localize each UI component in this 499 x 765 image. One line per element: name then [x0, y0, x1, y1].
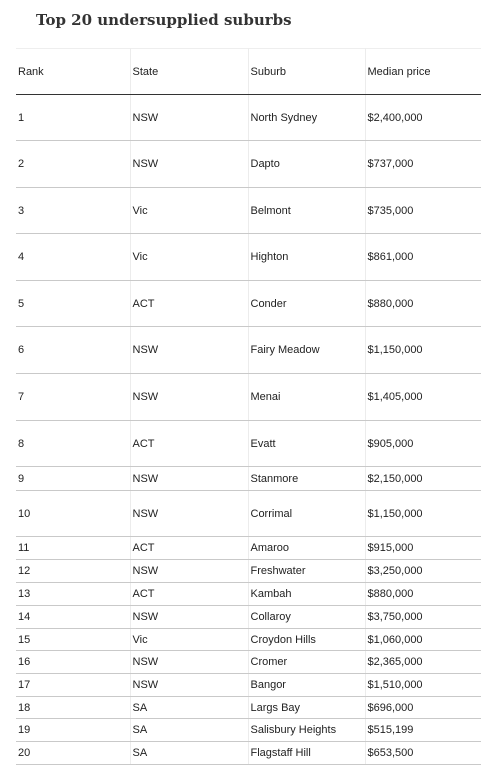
cell-suburb: Dapto	[248, 141, 365, 188]
cell-rank: 8	[16, 421, 130, 467]
cell-rank: 2	[16, 141, 130, 188]
cell-suburb: Bangor	[248, 674, 365, 697]
cell-suburb: Flagstaff Hill	[248, 742, 365, 765]
header-rank: Rank	[16, 49, 130, 95]
cell-state: Vic	[130, 629, 248, 651]
cell-median-price: $915,000	[365, 537, 481, 560]
cell-rank: 14	[16, 606, 130, 629]
table-row	[16, 629, 481, 651]
cell-suburb: Evatt	[248, 421, 365, 467]
cell-suburb: North Sydney	[248, 95, 365, 141]
table-row	[16, 327, 481, 374]
table-row	[16, 560, 481, 583]
cell-median-price: $1,150,000	[365, 491, 481, 537]
cell-state: NSW	[130, 95, 248, 141]
cell-suburb: Largs Bay	[248, 697, 365, 719]
cell-state: SA	[130, 719, 248, 742]
cell-state: ACT	[130, 281, 248, 327]
cell-median-price: $2,400,000	[365, 95, 481, 141]
cell-median-price: $2,365,000	[365, 651, 481, 674]
cell-median-price: $3,250,000	[365, 560, 481, 583]
cell-state: Vic	[130, 234, 248, 281]
cell-state: NSW	[130, 674, 248, 697]
table-row	[16, 95, 481, 141]
suburbs-table	[16, 48, 481, 765]
cell-suburb: Croydon Hills	[248, 629, 365, 651]
cell-median-price: $1,150,000	[365, 327, 481, 374]
cell-state: ACT	[130, 583, 248, 606]
cell-median-price: $2,150,000	[365, 467, 481, 491]
cell-median-price: $515,199	[365, 719, 481, 742]
cell-median-price: $696,000	[365, 697, 481, 719]
cell-median-price: $880,000	[365, 281, 481, 327]
cell-rank: 5	[16, 281, 130, 327]
cell-state: Vic	[130, 188, 248, 234]
table-body	[16, 95, 481, 765]
table-row	[16, 188, 481, 234]
cell-suburb: Cromer	[248, 651, 365, 674]
header-suburb: Suburb	[248, 49, 365, 95]
cell-suburb: Belmont	[248, 188, 365, 234]
table-header-row	[16, 49, 481, 95]
cell-rank: 11	[16, 537, 130, 560]
cell-median-price: $735,000	[365, 188, 481, 234]
cell-suburb: Freshwater	[248, 560, 365, 583]
table-row	[16, 583, 481, 606]
cell-suburb: Highton	[248, 234, 365, 281]
cell-rank: 19	[16, 719, 130, 742]
cell-state: SA	[130, 697, 248, 719]
table-row	[16, 606, 481, 629]
cell-rank: 12	[16, 560, 130, 583]
cell-rank: 9	[16, 467, 130, 491]
table-row	[16, 421, 481, 467]
cell-suburb: Kambah	[248, 583, 365, 606]
cell-median-price: $1,405,000	[365, 374, 481, 421]
cell-median-price: $905,000	[365, 421, 481, 467]
cell-state: NSW	[130, 467, 248, 491]
cell-suburb: Salisbury Heights	[248, 719, 365, 742]
cell-state: NSW	[130, 606, 248, 629]
cell-median-price: $3,750,000	[365, 606, 481, 629]
header-median-price: Median price	[365, 49, 481, 95]
cell-rank: 4	[16, 234, 130, 281]
cell-state: NSW	[130, 560, 248, 583]
cell-suburb: Fairy Meadow	[248, 327, 365, 374]
cell-rank: 3	[16, 188, 130, 234]
cell-rank: 7	[16, 374, 130, 421]
table-row	[16, 281, 481, 327]
cell-state: NSW	[130, 651, 248, 674]
cell-median-price: $861,000	[365, 234, 481, 281]
cell-rank: 1	[16, 95, 130, 141]
cell-rank: 13	[16, 583, 130, 606]
cell-rank: 18	[16, 697, 130, 719]
cell-rank: 17	[16, 674, 130, 697]
table-row	[16, 374, 481, 421]
cell-median-price: $880,000	[365, 583, 481, 606]
cell-rank: 10	[16, 491, 130, 537]
cell-median-price: $1,060,000	[365, 629, 481, 651]
table-row	[16, 742, 481, 765]
cell-suburb: Stanmore	[248, 467, 365, 491]
cell-state: ACT	[130, 421, 248, 467]
table-row	[16, 697, 481, 719]
cell-median-price: $653,500	[365, 742, 481, 765]
cell-rank: 15	[16, 629, 130, 651]
cell-suburb: Collaroy	[248, 606, 365, 629]
page-title: Top 20 undersupplied suburbs	[36, 11, 292, 29]
table-row	[16, 467, 481, 491]
table-row	[16, 141, 481, 188]
cell-suburb: Menai	[248, 374, 365, 421]
header-state: State	[130, 49, 248, 95]
cell-median-price: $737,000	[365, 141, 481, 188]
cell-state: NSW	[130, 374, 248, 421]
cell-state: ACT	[130, 537, 248, 560]
table-row	[16, 719, 481, 742]
cell-state: SA	[130, 742, 248, 765]
cell-rank: 20	[16, 742, 130, 765]
cell-suburb: Amaroo	[248, 537, 365, 560]
cell-rank: 16	[16, 651, 130, 674]
table-row	[16, 491, 481, 537]
table-row	[16, 234, 481, 281]
cell-rank: 6	[16, 327, 130, 374]
cell-state: NSW	[130, 491, 248, 537]
table-row	[16, 537, 481, 560]
cell-median-price: $1,510,000	[365, 674, 481, 697]
cell-state: NSW	[130, 327, 248, 374]
table-row	[16, 651, 481, 674]
cell-state: NSW	[130, 141, 248, 188]
table-row	[16, 674, 481, 697]
cell-suburb: Corrimal	[248, 491, 365, 537]
cell-suburb: Conder	[248, 281, 365, 327]
